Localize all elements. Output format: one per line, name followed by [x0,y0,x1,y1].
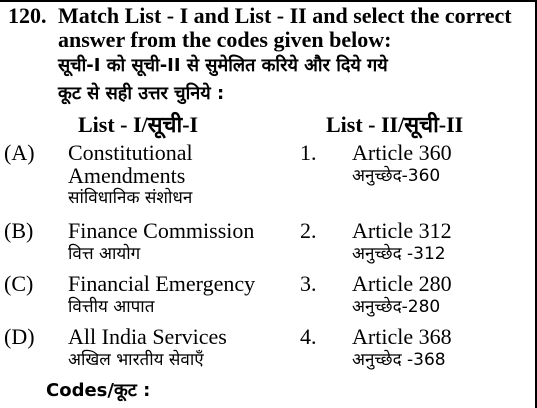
list-1-item-hi: अखिल भारतीय सेवाएँ [68,350,204,370]
list-2-label: 3. [300,271,317,296]
list-1-item-en: Finance Commission [68,218,255,243]
list-1-item-hi: वित्तीय आपात [68,297,155,317]
list-1-header: List - I/सूची-I [78,112,199,137]
list-2-item-en: Article 360 [352,140,452,165]
list-1-item-en: Constitutional [68,140,193,165]
question-number: 120. [8,3,47,28]
question-hindi-line-2: कूट से सही उत्तर चुनिये : [58,83,225,104]
list-2-item-hi: अनुच्छेद-280 [352,297,441,317]
list-2-item-en: Article 368 [352,324,452,349]
list-1-item-hi: वित्त आयोग [68,244,141,264]
codes-label: Codes/कूट : [46,380,151,401]
question-hindi-line-1: सूची-I को सूची-II से सुमेलित करिये और दिये गये [58,55,388,76]
question-text-line-1: Match List - I and List - II and select the correct [58,3,512,28]
list-2-label: 4. [300,324,317,349]
top-border [0,0,537,2]
list-1-label: (A) [4,140,35,165]
list-1-item-en: All India Services [68,324,227,349]
list-2-label: 2. [300,218,317,243]
list-2-label: 1. [300,140,317,165]
list-2-header: List - II/सूची-II [326,112,464,137]
list-1-item-en-cont: Amendments [68,163,186,188]
list-1-label: (B) [4,218,34,243]
question-text-line-2: answer from the codes given below: [58,27,392,52]
list-1-item-en: Financial Emergency [68,271,256,296]
list-1-label: (C) [4,271,34,296]
list-2-item-hi: अनुच्छेद -368 [352,350,446,370]
list-1-item-hi: सांविधानिक संशोधन [68,188,193,208]
list-2-item-hi: अनुच्छेद-360 [352,166,441,186]
list-2-item-en: Article 312 [352,218,452,243]
list-1-label: (D) [4,324,35,349]
list-2-item-hi: अनुच्छेद -312 [352,244,446,264]
list-2-item-en: Article 280 [352,271,452,296]
